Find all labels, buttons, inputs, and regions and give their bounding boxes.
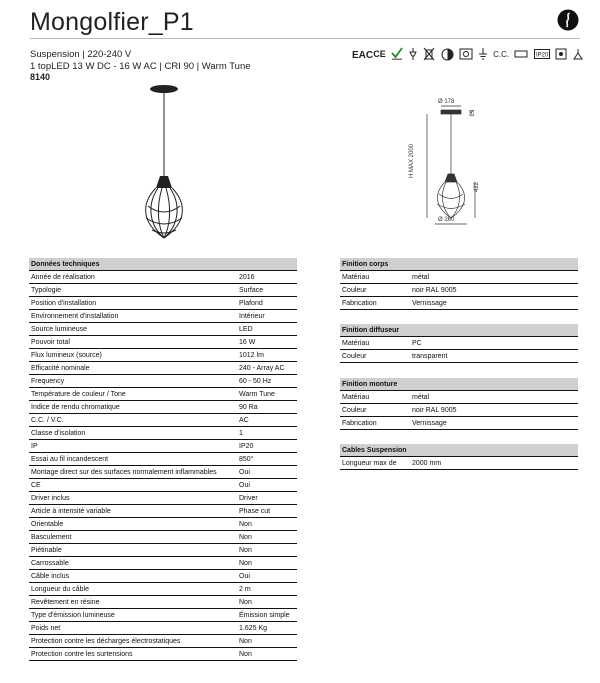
row-label: Protection contre les décharges électrostatiques [29, 635, 237, 648]
row-value: Warm Tune [237, 388, 297, 401]
row-label: Fabrication [340, 417, 410, 430]
row-value: Driver [237, 492, 297, 505]
table-row [29, 284, 297, 297]
table-row [29, 570, 297, 583]
table-row [340, 391, 578, 404]
row-label: Poids net [29, 622, 237, 635]
row-label: Driver inclus [29, 492, 237, 505]
row-value: 2016 [237, 271, 297, 284]
finition-corps-heading: Finition corps [340, 258, 578, 271]
table-row [29, 271, 297, 284]
table-row [29, 635, 297, 648]
flat-mount-icon [459, 48, 473, 60]
table-row [29, 492, 297, 505]
subtitle-line-2: 1 topLED 13 W DC - 16 W AC | CRI 90 | Warm Tune [30, 61, 251, 72]
row-value: métal [410, 391, 578, 404]
eac-icon [352, 48, 374, 61]
table-row [29, 323, 297, 336]
driver-icon [514, 49, 528, 59]
table-row [29, 375, 297, 388]
row-label: Longueur max de [340, 457, 410, 470]
table-row [340, 417, 578, 430]
table-row [29, 596, 297, 609]
brand-logo-icon [557, 9, 579, 31]
row-value: Émission simple [237, 609, 297, 622]
row-label: Année de réalisation [29, 271, 237, 284]
product-title: Mongolfier_P1 [30, 8, 194, 36]
row-value: Non [237, 557, 297, 570]
table-row [340, 337, 578, 350]
technical-drawing [405, 96, 515, 236]
dim-canopy-height: 53 [467, 109, 474, 117]
row-value: 1012 lm [237, 349, 297, 362]
row-label: Température de couleur / Tone [29, 388, 237, 401]
table-row [29, 648, 297, 661]
suspension-icon [572, 48, 584, 60]
cables-heading: Cables Suspension [340, 444, 578, 457]
row-label: IP [29, 440, 237, 453]
row-label: Orientable [29, 518, 237, 531]
table-row [29, 505, 297, 518]
row-label: Câble inclus [29, 570, 237, 583]
row-value: 16 W [237, 336, 297, 349]
row-value: Non [237, 531, 297, 544]
technical-heading: Données techniques [29, 258, 297, 271]
row-value: Phase cut [237, 505, 297, 518]
row-label: Indice de rendu chromatique [29, 401, 237, 414]
row-label: Classe d'isolation [29, 427, 237, 440]
table-row [340, 297, 578, 310]
row-label: Piétinable [29, 544, 237, 557]
ip-rating-icon [534, 49, 550, 59]
subtitle-line-1: Suspension | 220-240 V [30, 49, 132, 60]
table-row [340, 457, 578, 470]
table-row [340, 350, 578, 363]
row-label: Couleur [340, 350, 410, 363]
row-label: C.C. / V.C. [29, 414, 237, 427]
row-value: 60 - 50 Hz [237, 375, 297, 388]
table-row [29, 414, 297, 427]
no-bin-icon [423, 47, 435, 61]
dim-max-height: H MAX 2000 [409, 143, 416, 179]
row-value: Intérieur [237, 310, 297, 323]
row-value: IP20 [237, 440, 297, 453]
row-label: Montage direct sur des surfaces normalement inflammables [29, 466, 237, 479]
finition-diffuseur-table [340, 324, 578, 363]
table-row [29, 310, 297, 323]
row-value: Oui [237, 466, 297, 479]
row-value: Vernissage [410, 297, 578, 310]
dim-top-diameter: Ø 178 [438, 99, 455, 105]
row-value: 2 m [237, 583, 297, 596]
row-label: Couleur [340, 284, 410, 297]
table-row [340, 284, 578, 297]
product-photo [128, 84, 208, 244]
product-code: 8140 [30, 72, 51, 82]
table-row [340, 404, 578, 417]
row-value: Non [237, 518, 297, 531]
row-label: Position d'installation [29, 297, 237, 310]
table-row [29, 609, 297, 622]
row-value: PC [410, 337, 578, 350]
table-header-row [340, 378, 578, 391]
header-divider [30, 38, 580, 39]
row-label: Carrossable [29, 557, 237, 570]
row-label: Fabrication [340, 297, 410, 310]
row-label: Frequency [29, 375, 237, 388]
row-label: Type d'émission lumineuse [29, 609, 237, 622]
row-label: Flux lumineux (source) [29, 349, 237, 362]
technical-data-table [29, 258, 297, 661]
cc-label-icon: C.C. [493, 49, 510, 59]
cables-table [340, 444, 578, 470]
table-row [29, 518, 297, 531]
table-row [29, 453, 297, 466]
svg-text:IP20: IP20 [535, 52, 548, 59]
table-row [29, 297, 297, 310]
row-label: Efficacité nominale [29, 362, 237, 375]
dim-shade-height: 422 [474, 181, 481, 193]
dim-shade-diameter: Ø 260 [438, 217, 455, 223]
table-header-row [29, 258, 297, 271]
row-label: Typologie [29, 284, 237, 297]
row-value: Plafond [237, 297, 297, 310]
row-label: Matériau [340, 271, 410, 284]
table-row [29, 583, 297, 596]
row-value: Non [237, 635, 297, 648]
led-chip-icon [555, 48, 567, 60]
table-row [29, 440, 297, 453]
row-label: Matériau [340, 391, 410, 404]
table-row [29, 349, 297, 362]
row-label: Environnement d'installation [29, 310, 237, 323]
row-label: Basculement [29, 531, 237, 544]
table-row [29, 531, 297, 544]
table-header-row [340, 324, 578, 337]
row-label: Revêtement en résine [29, 596, 237, 609]
table-row [29, 401, 297, 414]
table-row [29, 622, 297, 635]
table-row [29, 362, 297, 375]
row-value: 1.625 Kg [237, 622, 297, 635]
row-value: transparent [410, 350, 578, 363]
row-value: Non [237, 596, 297, 609]
row-value: Non [237, 648, 297, 661]
row-value: Oui [237, 479, 297, 492]
check-mark-icon [391, 47, 403, 61]
row-label: Article à intensité variable [29, 505, 237, 518]
table-row [29, 427, 297, 440]
row-value: 1 [237, 427, 297, 440]
row-label: Pouvoir total [29, 336, 237, 349]
row-value: 90 Ra [237, 401, 297, 414]
finition-monture-heading: Finition monture [340, 378, 578, 391]
row-value: Surface [237, 284, 297, 297]
row-value: Oui [237, 570, 297, 583]
svg-text:EAC: EAC [352, 50, 374, 61]
row-label: Longueur du câble [29, 583, 237, 596]
finition-corps-table [340, 258, 578, 310]
table-row [29, 466, 297, 479]
row-value: LED [237, 323, 297, 336]
table-row [29, 388, 297, 401]
table-header-row [340, 258, 578, 271]
row-value: noir RAL 9005 [410, 284, 578, 297]
table-row [29, 557, 297, 570]
row-label: CE [29, 479, 237, 492]
row-value: Non [237, 544, 297, 557]
row-value: 2000 mm [410, 457, 578, 470]
row-value: métal [410, 271, 578, 284]
dimmable-icon [441, 48, 454, 61]
table-row [29, 336, 297, 349]
table-row [29, 479, 297, 492]
row-label: Source lumineuse [29, 323, 237, 336]
row-label: Essai au fil incandescent [29, 453, 237, 466]
row-value: AC [237, 414, 297, 427]
row-label: Protection contre les surtensions [29, 648, 237, 661]
certification-icons [352, 46, 584, 62]
finition-diffuseur-heading: Finition diffuseur [340, 324, 578, 337]
table-row [340, 271, 578, 284]
row-label: Couleur [340, 404, 410, 417]
glow-wire-icon [408, 47, 418, 61]
row-value: 240 - Array AC [237, 362, 297, 375]
row-value: 850° [237, 453, 297, 466]
table-row [29, 544, 297, 557]
finition-monture-table [340, 378, 578, 430]
table-header-row [340, 444, 578, 457]
row-label: Matériau [340, 337, 410, 350]
ce-mark-icon: CE [373, 49, 386, 59]
row-value: Vernissage [410, 417, 578, 430]
row-value: noir RAL 9005 [410, 404, 578, 417]
ground-icon [478, 47, 488, 61]
